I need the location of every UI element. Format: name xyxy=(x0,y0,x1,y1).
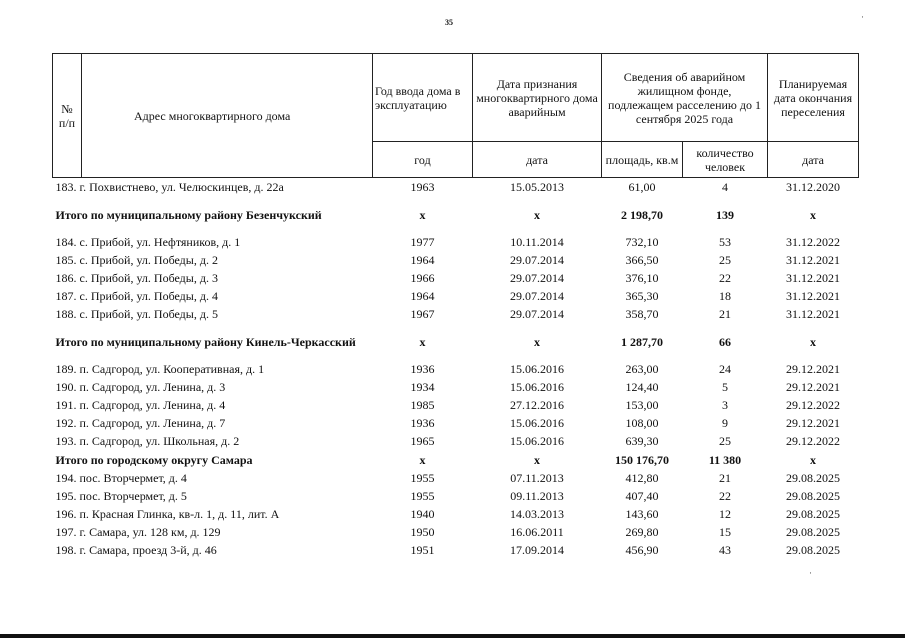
cell-area: 150 176,70 xyxy=(615,452,669,467)
table-body xyxy=(53,178,859,560)
table-row xyxy=(53,305,859,323)
cell-people: 5 xyxy=(722,380,728,394)
cell-address: 198. г. Самара, проезд 3-й, д. 46 xyxy=(55,543,217,557)
cell-area: 407,40 xyxy=(625,489,659,503)
cell-address: Итого по муниципальному району Кинель-Черкасский xyxy=(55,334,356,349)
cell-date: х xyxy=(534,334,540,349)
cell-address: 183. г. Похвистнево, ул. Челюскинцев, д. 22а xyxy=(55,180,284,194)
cell-area: 263,00 xyxy=(625,362,659,376)
cell-year: 1964 xyxy=(410,253,435,267)
table-row xyxy=(53,432,859,450)
cell-address: 191. п. Садгород, ул. Ленина, д. 4 xyxy=(55,398,226,412)
cell-plan-date: 29.08.2025 xyxy=(786,489,841,503)
cell-people: 18 xyxy=(719,289,731,303)
subheader-date: дата xyxy=(473,142,602,178)
cell-area: 412,80 xyxy=(625,471,659,485)
total-row xyxy=(53,450,859,469)
cell-date: 15.06.2016 xyxy=(510,416,564,430)
table-row xyxy=(53,178,859,197)
cell-plan-date: 29.12.2021 xyxy=(786,416,841,430)
cell-people: 21 xyxy=(719,471,731,485)
cell-address: 190. п. Садгород, ул. Ленина, д. 3 xyxy=(55,380,226,394)
cell-area: 61,00 xyxy=(628,180,656,194)
header-date-recognition: Дата признания многоквартирного дома аварийным xyxy=(473,54,602,142)
cell-address: 189. п. Садгород, ул. Кооперативная, д. 1 xyxy=(55,362,265,376)
cell-plan-date: 31.12.2021 xyxy=(786,307,841,321)
cell-year: 1985 xyxy=(410,398,435,412)
cell-year: 1936 xyxy=(410,416,435,430)
table-row xyxy=(53,396,859,414)
total-row xyxy=(53,323,859,360)
cell-people: 15 xyxy=(719,525,731,539)
cell-area: 108,00 xyxy=(625,416,659,430)
cell-area: 1 287,70 xyxy=(621,334,663,349)
subheader-area: площадь, кв.м xyxy=(602,142,683,178)
cell-address: 188. с. Прибой, ул. Победы, д. 5 xyxy=(55,307,218,321)
cell-address: 187. с. Прибой, ул. Победы, д. 4 xyxy=(55,289,218,303)
cell-plan-date: 31.12.2020 xyxy=(786,180,841,194)
cell-area: 456,90 xyxy=(625,543,659,557)
cell-area: 366,50 xyxy=(625,253,659,267)
table-row xyxy=(53,523,859,541)
table-row xyxy=(53,487,859,505)
cell-plan-date: 29.12.2022 xyxy=(786,434,841,448)
cell-date: 15.06.2016 xyxy=(510,362,564,376)
cell-year: 1966 xyxy=(410,271,435,285)
cell-area: 358,70 xyxy=(625,307,659,321)
cell-address: 195. пос. Вторчермет, д. 5 xyxy=(55,489,187,503)
cell-plan-date: 29.08.2025 xyxy=(786,471,841,485)
cell-address: Итого по городскому округу Самара xyxy=(55,452,253,467)
subheader-plan-date: дата xyxy=(768,142,859,178)
cell-plan-date: 31.12.2021 xyxy=(786,253,841,267)
cell-plan-date: 29.08.2025 xyxy=(786,525,841,539)
cell-plan-date: х xyxy=(810,334,817,349)
cell-date: 15.06.2016 xyxy=(510,434,564,448)
cell-people: 25 xyxy=(719,253,731,267)
header-year-commission: Год ввода дома в эксплуатацию xyxy=(373,54,473,142)
cell-year: х xyxy=(419,207,426,222)
emergency-housing-table xyxy=(52,53,859,559)
cell-people: 4 xyxy=(722,180,728,194)
cell-plan-date: 29.12.2021 xyxy=(786,362,841,376)
cell-year: х xyxy=(419,452,426,467)
cell-people: 11 380 xyxy=(708,452,742,467)
cell-date: 10.11.2014 xyxy=(510,235,564,249)
cell-year: 1977 xyxy=(410,235,435,249)
cell-address: 185. с. Прибой, ул. Победы, д. 2 xyxy=(55,253,218,267)
cell-date: х xyxy=(534,452,540,467)
table-row xyxy=(53,269,859,287)
table-row xyxy=(53,251,859,269)
cell-date: х xyxy=(534,207,540,222)
cell-area: 376,10 xyxy=(625,271,659,285)
table-row xyxy=(53,287,859,305)
cell-plan-date: х xyxy=(810,207,817,222)
cell-people: 3 xyxy=(722,398,728,412)
cell-people: 66 xyxy=(719,334,731,349)
table-row xyxy=(53,505,859,523)
cell-date: 15.05.2013 xyxy=(510,180,564,194)
header-address: Адрес многоквартирного дома xyxy=(82,54,373,178)
cell-year: 1940 xyxy=(410,507,435,521)
cell-year: 1963 xyxy=(410,180,435,194)
cell-date: 29.07.2014 xyxy=(510,289,564,303)
cell-year: х xyxy=(419,334,426,349)
cell-area: 153,00 xyxy=(625,398,659,412)
table-row xyxy=(53,378,859,396)
cell-year: 1965 xyxy=(410,434,435,448)
cell-date: 27.12.2016 xyxy=(510,398,564,412)
cell-area: 639,30 xyxy=(625,434,659,448)
cell-year: 1936 xyxy=(410,362,435,376)
cell-plan-date: 31.12.2022 xyxy=(786,235,841,249)
total-row xyxy=(53,196,859,233)
cell-year: 1967 xyxy=(410,307,435,321)
cell-people: 22 xyxy=(719,489,731,503)
cell-address: 197. г. Самара, ул. 128 км, д. 129 xyxy=(55,525,221,539)
cell-date: 07.11.2013 xyxy=(510,471,564,485)
cell-people: 21 xyxy=(719,307,731,321)
cell-people: 25 xyxy=(719,434,731,448)
cell-year: 1934 xyxy=(410,380,435,394)
cell-plan-date: 31.12.2021 xyxy=(786,289,841,303)
cell-date: 29.07.2014 xyxy=(510,271,564,285)
scan-mark: · xyxy=(861,12,864,22)
scan-mark: · xyxy=(809,568,812,578)
cell-date: 29.07.2014 xyxy=(510,307,564,321)
cell-plan-date: 31.12.2021 xyxy=(786,271,841,285)
cell-plan-date: 29.12.2022 xyxy=(786,398,841,412)
header-planned-end: Планируемая дата окончания переселения xyxy=(768,54,859,142)
subheader-year: год xyxy=(373,142,473,178)
header-emergency-info: Сведения об аварийном жилищном фонде, подлежащем расселению до 1 сентября 2025 года xyxy=(602,54,768,142)
cell-people: 43 xyxy=(719,543,731,557)
header-num: № п/п xyxy=(53,54,82,178)
cell-address: 186. с. Прибой, ул. Победы, д. 3 xyxy=(55,271,218,285)
cell-date: 15.06.2016 xyxy=(510,380,564,394)
cell-plan-date: х xyxy=(810,452,817,467)
cell-plan-date: 29.08.2025 xyxy=(786,543,841,557)
cell-people: 139 xyxy=(716,207,734,222)
cell-people: 12 xyxy=(719,507,731,521)
table-row xyxy=(53,541,859,559)
cell-address: 192. п. Садгород, ул. Ленина, д. 7 xyxy=(55,416,226,430)
subheader-people: количество человек xyxy=(683,142,768,178)
cell-date: 29.07.2014 xyxy=(510,253,564,267)
cell-area: 732,10 xyxy=(625,235,659,249)
cell-year: 1951 xyxy=(410,543,435,557)
cell-address: 184. с. Прибой, ул. Нефтяников, д. 1 xyxy=(55,235,241,249)
cell-date: 09.11.2013 xyxy=(510,489,564,503)
cell-people: 9 xyxy=(722,416,728,430)
cell-year: 1950 xyxy=(410,525,435,539)
cell-area: 143,60 xyxy=(625,507,659,521)
cell-address: 196. п. Красная Глинка, кв-л. 1, д. 11, лит. А xyxy=(55,507,280,521)
cell-area: 269,80 xyxy=(625,525,659,539)
cell-date: 16.06.2011 xyxy=(510,525,564,539)
cell-area: 124,40 xyxy=(625,380,659,394)
cell-year: 1955 xyxy=(410,489,435,503)
cell-address: 193. п. Садгород, ул. Школьная, д. 2 xyxy=(55,434,240,448)
cell-address: 194. пос. Вторчермет, д. 4 xyxy=(55,471,187,485)
cell-people: 22 xyxy=(719,271,731,285)
cell-year: 1964 xyxy=(410,289,435,303)
table-row xyxy=(53,360,859,378)
cell-date: 14.03.2013 xyxy=(510,507,564,521)
cell-year: 1955 xyxy=(410,471,435,485)
table-row xyxy=(53,414,859,432)
cell-people: 24 xyxy=(719,362,731,376)
page-number: 35 xyxy=(445,18,453,27)
cell-address: Итого по муниципальному району Безенчукский xyxy=(55,207,322,222)
cell-people: 53 xyxy=(719,235,731,249)
table-row xyxy=(53,469,859,487)
cell-date: 17.09.2014 xyxy=(510,543,564,557)
table-row xyxy=(53,233,859,251)
cell-area: 365,30 xyxy=(625,289,659,303)
cell-plan-date: 29.08.2025 xyxy=(786,507,841,521)
bottom-rule xyxy=(0,634,905,638)
cell-area: 2 198,70 xyxy=(621,207,663,222)
cell-plan-date: 29.12.2021 xyxy=(786,380,841,394)
